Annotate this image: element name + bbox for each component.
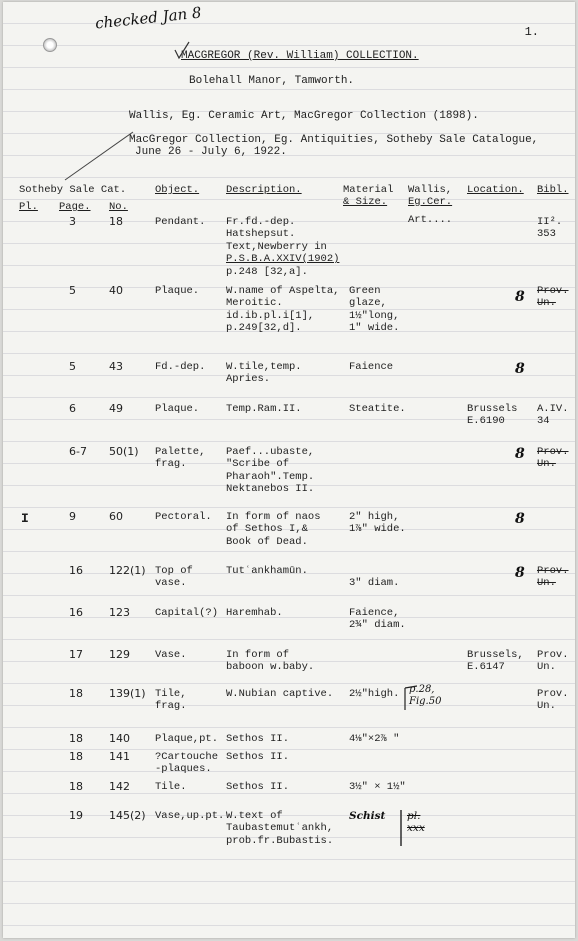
catalogue-sheet <box>3 2 575 938</box>
row-7-desc: Haremhab. <box>226 607 283 619</box>
row-10-material: 4⅛"×2⅞ " <box>349 733 400 745</box>
wallis-bracket <box>405 686 417 710</box>
row-0-bibl: II². 353 <box>537 216 563 241</box>
reference-sotheby-line1: MacGregor Collection, Eg. Antiquities, Sotheby Sale Catalogue, <box>129 134 539 146</box>
header-no: No. <box>109 201 128 213</box>
left-margin-mark: I <box>21 511 29 526</box>
header-material-1: Material <box>343 184 394 196</box>
row-13-desc: W.text of Taubastemutʿankh, prob.fr.Bubastis. <box>226 810 334 847</box>
row-7-object: Capital(?) <box>155 607 219 619</box>
pointer-line <box>65 132 133 180</box>
row-9-wallis: p.28, Fig.50 <box>409 684 442 708</box>
row-11-desc: Sethos II. <box>226 751 290 763</box>
row-2-page: 5 <box>69 360 76 373</box>
row-10-no: 140 <box>109 732 130 745</box>
row-11-page: 18 <box>69 750 83 763</box>
row-12-no: 142 <box>109 780 130 793</box>
row-5-material: 2" high, 1⅞" wide. <box>349 511 406 536</box>
row-9-no: 139(1) <box>109 687 146 700</box>
row-10-page: 18 <box>69 732 83 745</box>
row-10-desc: Sethos II. <box>226 733 290 745</box>
row-8-bibl: Prov. Un. <box>537 649 569 674</box>
header-location: Location. <box>467 184 524 196</box>
row-13-page: 19 <box>69 809 83 822</box>
row-1-page: 5 <box>69 284 76 297</box>
row-6-no: 122(1) <box>109 564 146 577</box>
row-3-object: Plaque. <box>155 403 200 415</box>
header-description: Description. <box>226 184 302 196</box>
row-0-no: 18 <box>109 215 123 228</box>
row-8-desc: In form of baboon w.baby. <box>226 649 315 674</box>
check-mark <box>175 42 189 58</box>
row-12-material: 3½" × 1½" <box>349 781 406 793</box>
row-13-no: 145(2) <box>109 809 146 822</box>
row-0-desc: Fr.fd.-dep. Hatshepsut. Text,Newberry in P.S.B.A.XXIV(1902) p.248 [32,a]. <box>226 216 340 278</box>
pen-marks <box>3 2 575 938</box>
row-12-page: 18 <box>69 780 83 793</box>
header-wallis-1: Wallis, <box>408 184 453 196</box>
page-number: 1. <box>524 25 539 39</box>
row-2-margin-mark: 8 <box>515 361 525 377</box>
row-8-location: Brussels, E.6147 <box>467 649 524 674</box>
header-object: Object. <box>155 184 200 196</box>
row-3-no: 49 <box>109 402 123 415</box>
row-4-page: 6-7 <box>69 445 87 458</box>
row-7-no: 123 <box>109 606 130 619</box>
row-1-no: 40 <box>109 284 123 297</box>
collection-title: MACGREGOR (Rev. William) COLLECTION. <box>181 50 419 62</box>
row-3-page: 6 <box>69 402 76 415</box>
row-6-page: 16 <box>69 564 83 577</box>
row-2-no: 43 <box>109 360 123 373</box>
row-8-object: Vase. <box>155 649 187 661</box>
row-13-material: Schist <box>349 810 386 822</box>
reference-wallis: Wallis, Eg. Ceramic Art, MacGregor Collection (1898). <box>129 110 479 122</box>
row-1-object: Plaque. <box>155 285 200 297</box>
handwritten-note: checked Jan 8 <box>94 3 203 33</box>
row-9-desc: W.Nubian captive. <box>226 688 334 700</box>
row-4-margin-mark: 8 <box>515 446 525 462</box>
row-3-bibl: A.IV. 34 <box>537 403 569 428</box>
row-12-desc: Sethos II. <box>226 781 290 793</box>
row-8-no: 129 <box>109 648 130 661</box>
row-3-material: Steatite. <box>349 403 406 415</box>
header-material-2: & Size. <box>343 196 388 208</box>
row-2-desc: W.tile,temp. Apries. <box>226 361 302 386</box>
row-5-object: Pectoral. <box>155 511 212 523</box>
row-2-material: Faience <box>349 361 394 373</box>
row-6-object: Top of vase. <box>155 565 193 590</box>
row-13-object: Vase,up.pt. <box>155 810 225 822</box>
row-7-page: 16 <box>69 606 83 619</box>
row-9-page: 18 <box>69 687 83 700</box>
row-7-material: Faience, 2¾" diam. <box>349 607 406 632</box>
row-10-object: Plaque,pt. <box>155 733 219 745</box>
row-5-page: 9 <box>69 510 76 523</box>
header-pl: Pl. <box>19 201 38 213</box>
row-1-desc: W.name of Aspelta, Meroitic. id.ib.pl.i[1], p.249[32,d]. <box>226 285 340 335</box>
row-5-margin-mark: 8 <box>515 511 525 527</box>
row-6-margin-mark: 8 <box>515 565 525 581</box>
collection-address: Bolehall Manor, Tamworth. <box>189 75 355 87</box>
row-4-bibl: Prov. Un. <box>537 446 569 471</box>
row-9-material: 2½"high. <box>349 688 400 700</box>
reference-sotheby-line2: June 26 - July 6, 1922. <box>135 146 287 158</box>
row-3-location: Brussels E.6190 <box>467 403 518 428</box>
row-3-desc: Temp.Ram.II. <box>226 403 302 415</box>
row-8-page: 17 <box>69 648 83 661</box>
row-11-object: ?Cartouche -plaques. <box>155 751 219 776</box>
row-2-object: Fd.-dep. <box>155 361 206 373</box>
row-1-material: Green glaze, 1½"long, 1" wide. <box>349 285 400 335</box>
row-4-desc: Paef...ubaste, "Scribe of Pharaoh".Temp. Nektanebos II. <box>226 446 315 496</box>
header-bibl: Bibl. <box>537 184 569 196</box>
row-0-object: Pendant. <box>155 216 206 228</box>
row-11-no: 141 <box>109 750 130 763</box>
row-1-margin-mark: 8 <box>515 289 525 305</box>
row-6-material: 3" diam. <box>349 577 400 590</box>
row-4-object: Palette, frag. <box>155 446 206 471</box>
row-0-page: 3 <box>69 215 76 228</box>
row-6-bibl: Prov. Un. <box>537 565 569 590</box>
row-9-object: Tile, frag. <box>155 688 187 713</box>
header-wallis-2: Eg.Cer. <box>408 196 453 208</box>
row-6-desc: Tutʿankhamūn. <box>226 565 308 577</box>
row-4-no: 50(1) <box>109 445 139 458</box>
row-12-object: Tile. <box>155 781 187 793</box>
header-sotheby: Sotheby Sale Cat. <box>19 184 127 196</box>
header-page: Page. <box>59 201 91 213</box>
header-wallis-3: Art.... <box>408 214 453 226</box>
row-5-no: 60 <box>109 510 123 523</box>
row-1-bibl: Prov. Un. <box>537 285 569 310</box>
row-13-wallis: pl. xxx <box>407 810 425 835</box>
row-9-bibl: Prov. Un. <box>537 688 569 713</box>
row-5-desc: In form of naos of Sethos I,& Book of Dead. <box>226 511 321 548</box>
